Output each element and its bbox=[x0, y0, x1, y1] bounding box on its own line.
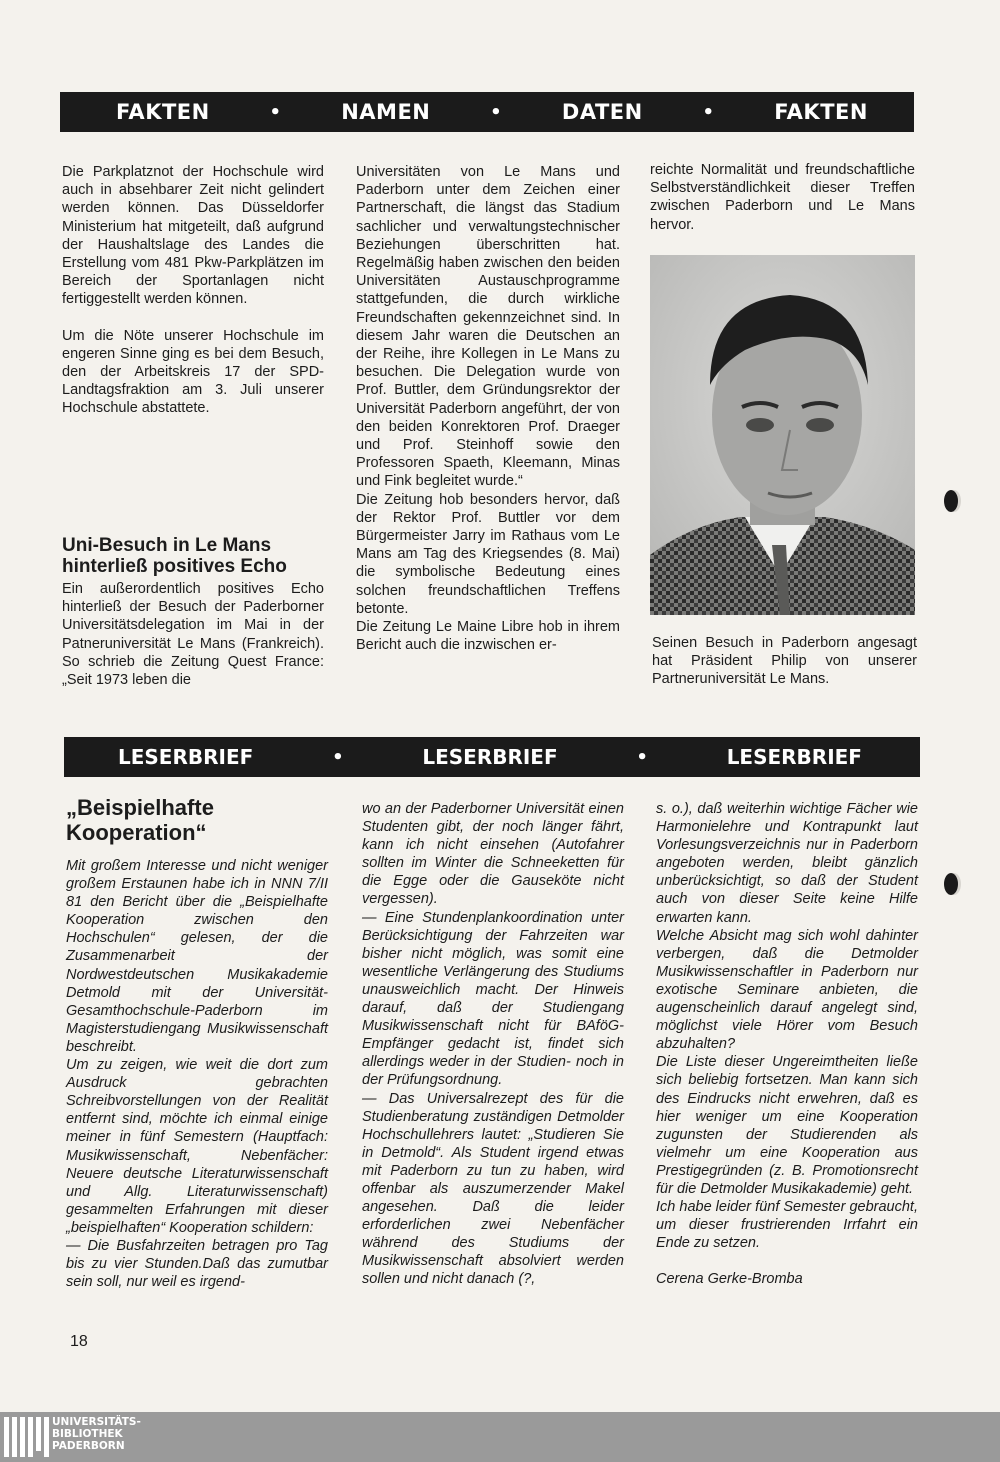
article-column-3 bbox=[650, 161, 915, 234]
banner-word: LESERBRIEF bbox=[118, 745, 254, 769]
banner-separator: • bbox=[332, 746, 344, 768]
banner-word: LESERBRIEF bbox=[422, 745, 558, 769]
library-logo-icon bbox=[4, 1417, 49, 1457]
paragraph: Die Parkplatznot der Hochschule wird auch in absehbarer Zeit nicht gelindert werden können. Das Düsseldorfer Ministerium hat mitgeteilt, daß aufgrund der Haushaltslage des Landes die Erstellung vom 481 Pkw-Parkplätzen im Bereich der Sportanlagen nicht fertiggestellt werden können. bbox=[62, 164, 324, 308]
banner-word: FAKTEN bbox=[116, 100, 210, 124]
article-column-2 bbox=[356, 163, 620, 654]
letters-banner bbox=[64, 737, 920, 777]
paragraph: reichte Normalität und freundschaftliche Selbstverständlichkeit dieser Treffen zwischen Paderborn und Le Mans hervor. bbox=[650, 162, 915, 233]
banner-separator: • bbox=[636, 746, 648, 768]
banner-separator: • bbox=[269, 101, 282, 123]
letter-column-1 bbox=[66, 857, 328, 1291]
paragraph: Ein außerordentlich positives Echo hinterließ der Besuch der Paderborner Universitätsdelegation im Mai in der Patneruniversität Le Mans (Frankreich). So schrieb die Zeitung Quest France: „Seit 1973 leben die bbox=[62, 581, 324, 689]
paragraph: Mit großem Interesse und nicht weniger großem Erstaunen habe ich in NNN 7/II 81 den Bericht über die „Beispielhafte Kooperation zwischen den Hochschulen“ gelesen, der die Zusammenarbeit der Nordwestdeutschen Musikakademie Detmold mit der Universität-Gesamthochschule-Paderborn im Magisterstudiengang Musikwissenschaft beschreibt. bbox=[66, 858, 328, 1055]
letter-column-3 bbox=[656, 800, 918, 1288]
paragraph: wo an der Paderborner Universität einen Studenten gibt, der noch länger fährt, kann ich nicht einsehen (Autofahrer sollten im Winter die Schneeketten für die Egge oder die Gauseköte nicht vergessen). bbox=[362, 801, 624, 908]
paragraph: Universitäten von Le Mans und Paderborn unter dem Zeichen einer Partnerschaft, die längst das Stadium sachlicher und verwaltungstechnischer Beziehungen überschritten hat. Regelmäßig haben zwischen den beiden Universitäten Austauschprogramme stattgefunden, die durch wirkliche Freundschaften gekennzeichnet sind. In diesem Jahr waren die Deutschen an der Reihe, ihre Kollegen in Le Mans zu besuchen. Die Delegation wurde von Prof. Buttler, dem Gründungsrektor der Universität Paderborn angeführt, der von den beiden Konrektoren Prof. Draeger und Prof. Steinhoff sowie den Professoren Spaeth, Kleemann, Minas und Fink begleitet wurde.“ bbox=[356, 164, 620, 490]
logo-line: PADERBORN bbox=[52, 1440, 125, 1452]
portrait-photo bbox=[650, 255, 915, 615]
banner-word: LESERBRIEF bbox=[726, 745, 862, 769]
paragraph: Um die Nöte unserer Hochschule im engeren Sinne ging es bei dem Besuch, den der Arbeitskreis 17 der SPD-Landtagsfraktion am 3. Juli unserer Hochschule abstattete. bbox=[62, 327, 324, 417]
paragraph: Ich habe leider fünf Semester gebraucht, um dieser frustrierenden Irrfahrt ein Ende zu setzen. bbox=[656, 1199, 918, 1252]
library-logo-text bbox=[52, 1416, 141, 1452]
banner-word: DATEN bbox=[561, 100, 643, 124]
paragraph: Welche Absicht mag sich wohl dahinter verbergen, daß die Detmolder Musikwissenschaftler in Paderborn nur exotische Seminare anbieten, die augenscheinlich darauf angelegt sind, möglichst viele Hörer vom Besuch abzuhalten? bbox=[656, 927, 918, 1053]
paragraph: — Die Busfahrzeiten betragen pro Tag bis zu vier Stunden.Daß das zumutbar sein soll, nur weil es irgend- bbox=[66, 1237, 328, 1291]
logo-line: UNIVERSITÄTS- bbox=[52, 1416, 141, 1428]
paragraph: Die Zeitung Le Maine Libre hob in ihrem Bericht auch die inzwischen er- bbox=[356, 619, 620, 654]
article-column-1 bbox=[62, 163, 324, 418]
letter-signature: Cerena Gerke-Bromba bbox=[656, 1271, 803, 1288]
banner-separator: • bbox=[702, 101, 715, 123]
letter-headline: „Beispielhafte Kooperation“ bbox=[66, 795, 214, 845]
banner-separator: • bbox=[490, 101, 503, 123]
paragraph: — Eine Stundenplankoordination unter Berücksichtigung der Fahrzeiten war bisher nicht möglich, was somit eine wesentliche Verlängerung des Studiums unausweichlich macht. Der Hinweis darauf, daß der Studiengang Musikwissenschaft nicht für BAföG-Empfänger gedacht ist, findet sich allerdings weder in der Studien- noch in der Prüfungsordnung. bbox=[362, 909, 624, 1089]
banner-word: NAMEN bbox=[341, 100, 431, 124]
uni-article bbox=[62, 535, 324, 689]
paragraph: Die Zeitung hob besonders hervor, daß der Rektor Prof. Buttler vor dem Bürgermeister Jarry im Rathaus vom Le Mans am Tag des Kriegsendes (8. Mai) die symbolische Bedeutung eines solchen freundschaftlichen Treffens betonte. bbox=[356, 491, 620, 617]
photo-caption: Seinen Besuch in Paderborn angesagt hat Präsident Philip von unserer Partneruniversität Le Mans. bbox=[652, 635, 917, 688]
punch-hole bbox=[944, 490, 958, 512]
banner-word: FAKTEN bbox=[774, 100, 868, 124]
letter-column-2 bbox=[362, 800, 624, 1289]
article-headline: Uni-Besuch in Le Mans hinterließ positives Echo bbox=[62, 535, 287, 577]
paragraph: — Das Universalrezept des für die Studienberatung zuständigen Detmolder Hochschullehrers lautet: „Studieren Sie in Detmold“. Als Student irgend etwas mit Paderborn zu tun zu haben, wird offenbar als auszumerzender Makel angesehen. Daß die leider erforderlichen zwei Nebenfächer während des Studiums der Musikwissenschaft absolviert werden sollen und nicht danach (?, bbox=[362, 1090, 624, 1288]
paragraph: Die Liste dieser Ungereimtheiten ließe sich beliebig fortsetzen. Man kann sich des Eindrucks nicht erwehren, daß es hier weniger um eine Kooperation zugunsten der Studierenden als vielmehr um eine Kooperation aus Prestigegründen (z. B. Promotionsrecht für die Detmolder Musikakademie) geht. bbox=[656, 1054, 918, 1197]
library-footer bbox=[0, 1412, 1000, 1462]
page-number: 18 bbox=[70, 1333, 88, 1350]
punch-hole bbox=[944, 873, 958, 895]
paragraph: Um zu zeigen, wie weit die dort zum Ausdruck gebrachten Schreibvorstellungen von der Realität entfernt sind, möchte ich einmal einige meiner in fünf Semestern (Hauptfach: Musikwissenschaft, Nebenfächer: Neuere deutsche Literaturwissenschaft und Allg. Literaturwissenschaft) gesammelten Erfahrungen mit dieser „beispielhaften“ Kooperation schildern: bbox=[66, 1057, 328, 1236]
logo-line: BIBLIOTHEK bbox=[52, 1428, 123, 1440]
paragraph: s. o.), daß weiterhin wichtige Fächer wie Harmonielehre und Kontrapunkt laut Vorlesungsverzeichnis nur in Paderborn angeboten werden, bleibt gänzlich unberücksichtigt, so daß der Student auch von dieser Seite keine Hilfe erwarten kann. bbox=[656, 801, 918, 926]
facts-banner bbox=[60, 92, 914, 132]
